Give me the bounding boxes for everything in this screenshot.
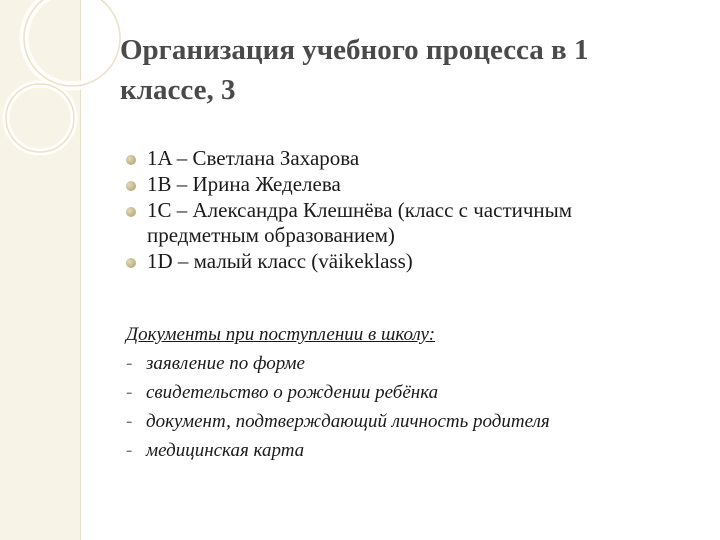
list-item bbox=[126, 172, 686, 197]
documents-section bbox=[126, 320, 686, 465]
class-item-1b: 1B – Ирина Жеделева bbox=[147, 172, 341, 196]
bullet-icon bbox=[126, 181, 136, 191]
document-item bbox=[126, 407, 686, 436]
list-item bbox=[126, 249, 686, 274]
class-item-1a: 1A – Светлана Захарова bbox=[147, 146, 360, 170]
document-item-label: заявление по форме bbox=[146, 353, 305, 374]
document-item-label: свидетельство о рождении ребёнка bbox=[146, 382, 439, 403]
dash-marker: - bbox=[126, 382, 133, 403]
slide-title: Организация учебного процесса в 1 классе, 3 bbox=[120, 34, 589, 106]
document-item bbox=[126, 349, 686, 378]
class-item-1d: 1D – малый класс (väikeklass) bbox=[147, 249, 413, 273]
documents-heading: Документы при поступлении в школу: bbox=[126, 324, 436, 345]
document-item bbox=[126, 436, 686, 465]
bullet-icon bbox=[126, 155, 136, 165]
list-item bbox=[126, 198, 686, 248]
dash-marker: - bbox=[126, 440, 133, 461]
dash-marker: - bbox=[126, 411, 133, 432]
class-list bbox=[126, 146, 686, 275]
dash-marker: - bbox=[126, 353, 133, 374]
bullet-icon bbox=[126, 207, 136, 217]
class-item-1c: 1C – Александра Клешнёва (класс с частичным предметным образованием) bbox=[147, 198, 573, 247]
document-item-label: медицинская карта bbox=[146, 440, 305, 461]
list-item bbox=[126, 146, 686, 171]
decorative-rings bbox=[0, 0, 130, 200]
bullet-icon bbox=[126, 258, 136, 268]
document-item-label: документ, подтверждающий личность родителя bbox=[146, 411, 550, 432]
document-item bbox=[126, 378, 686, 407]
